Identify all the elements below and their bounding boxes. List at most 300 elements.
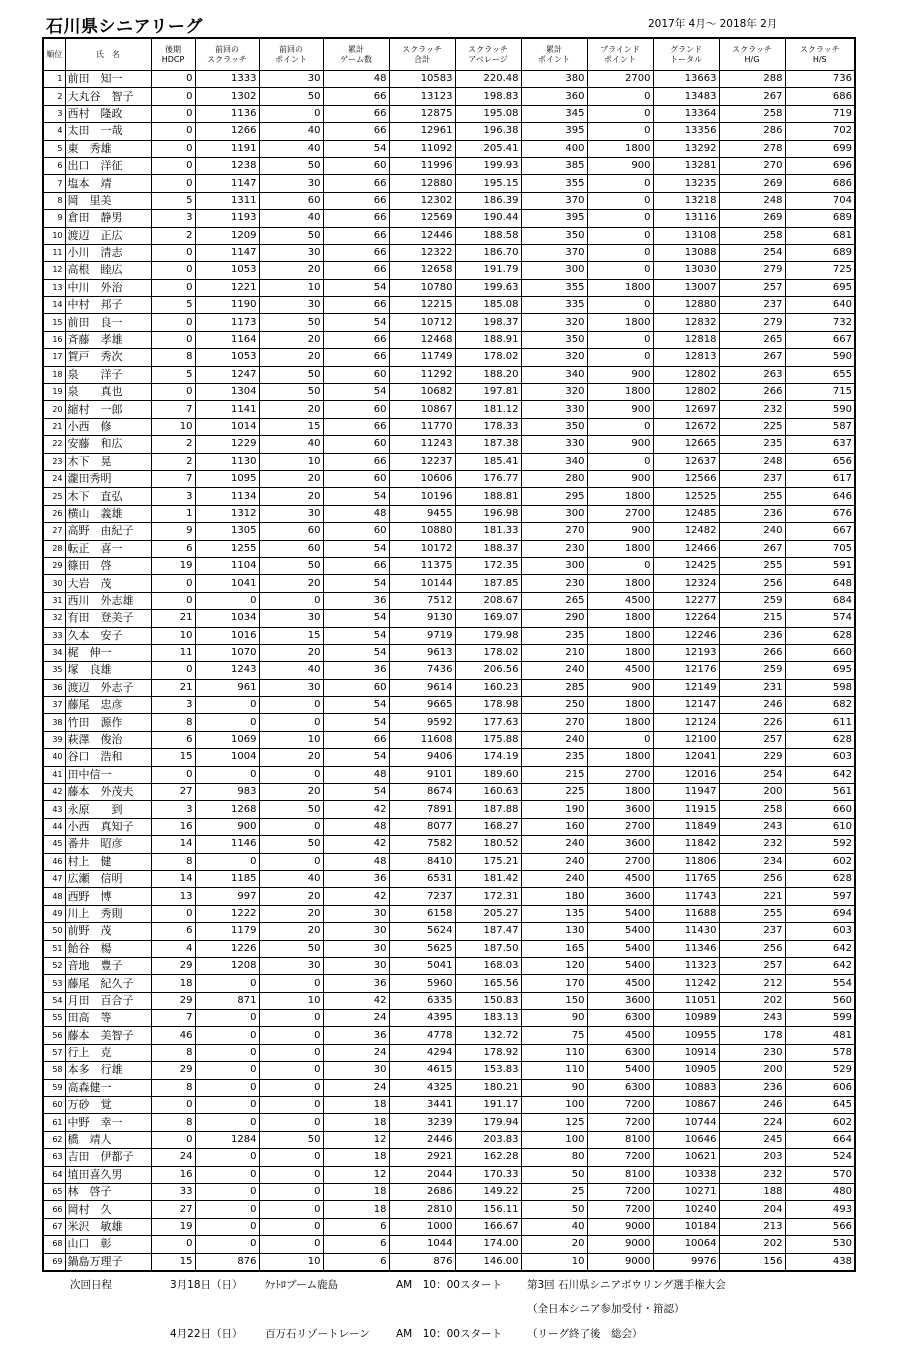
value-cell: 10 [259, 1253, 323, 1271]
column-header: 前回の ポイント [259, 38, 323, 71]
value-cell: 12277 [653, 592, 719, 609]
value-cell: 2700 [587, 853, 653, 870]
rank-cell: 55 [43, 1010, 65, 1027]
table-row [43, 297, 855, 314]
rank-cell: 60 [43, 1097, 65, 1114]
period-label: 2017年 4月～ 2018年 2月 [648, 18, 778, 30]
value-cell: 50 [259, 801, 323, 818]
value-cell: 0 [259, 818, 323, 835]
value-cell: 198.37 [455, 314, 521, 331]
footer-line1-time: AM 10：00スタート [396, 1279, 502, 1291]
table-row [43, 749, 855, 766]
value-cell: 279 [719, 314, 785, 331]
value-cell: 246 [719, 1097, 785, 1114]
value-cell: 4500 [587, 975, 653, 992]
value-cell: 188.37 [455, 540, 521, 557]
value-cell: 715 [785, 384, 855, 401]
rank-cell: 6 [43, 157, 65, 174]
value-cell: 0 [259, 1201, 323, 1218]
value-cell: 125 [521, 1114, 587, 1131]
value-cell: 54 [323, 749, 389, 766]
rank-cell: 36 [43, 679, 65, 696]
value-cell: 1266 [195, 123, 259, 140]
value-cell: 13663 [653, 71, 719, 88]
value-cell: 481 [785, 1027, 855, 1044]
value-cell: 2446 [389, 1131, 455, 1148]
value-cell: 591 [785, 557, 855, 574]
table-row [43, 175, 855, 192]
value-cell: 30 [259, 957, 323, 974]
value-cell: 8100 [587, 1131, 653, 1148]
value-cell: 232 [719, 836, 785, 853]
value-cell: 8 [151, 714, 195, 731]
value-cell: 224 [719, 1114, 785, 1131]
value-cell: 187.85 [455, 575, 521, 592]
value-cell: 66 [323, 123, 389, 140]
value-cell: 11292 [389, 366, 455, 383]
value-cell: 12802 [653, 366, 719, 383]
value-cell: 235 [719, 436, 785, 453]
table-row [43, 905, 855, 922]
value-cell: 174.00 [455, 1236, 521, 1253]
value-cell: 0 [587, 453, 653, 470]
value-cell: 226 [719, 714, 785, 731]
value-cell: 9000 [587, 1218, 653, 1235]
value-cell: 695 [785, 662, 855, 679]
value-cell: 40 [259, 870, 323, 887]
value-cell: 205.27 [455, 905, 521, 922]
table-row [43, 679, 855, 696]
value-cell: 278 [719, 140, 785, 157]
value-cell: 10144 [389, 575, 455, 592]
name-cell: 梶 伸一 [65, 644, 151, 661]
footer-line3-venue: 百万石リゾートレーン [265, 1328, 370, 1340]
table-row [43, 488, 855, 505]
value-cell: 165.56 [455, 975, 521, 992]
table-row [43, 1114, 855, 1131]
value-cell: 174.19 [455, 749, 521, 766]
table-row [43, 801, 855, 818]
value-cell: 13218 [653, 192, 719, 209]
name-cell: 行上 克 [65, 1044, 151, 1061]
name-cell: 賀戸 秀次 [65, 349, 151, 366]
table-row [43, 714, 855, 731]
value-cell: 0 [587, 331, 653, 348]
value-cell: 54 [323, 784, 389, 801]
value-cell: 0 [195, 1097, 259, 1114]
value-cell: 9000 [587, 1253, 653, 1271]
value-cell: 1247 [195, 366, 259, 383]
value-cell: 13 [151, 888, 195, 905]
value-cell: 29 [151, 957, 195, 974]
rank-cell: 62 [43, 1131, 65, 1148]
value-cell: 1221 [195, 279, 259, 296]
value-cell: 0 [587, 88, 653, 105]
value-cell: 66 [323, 227, 389, 244]
value-cell: 11323 [653, 957, 719, 974]
rank-cell: 1 [43, 71, 65, 88]
value-cell: 36 [323, 592, 389, 609]
rank-cell: 17 [43, 349, 65, 366]
value-cell: 10780 [389, 279, 455, 296]
name-cell: 高森健一 [65, 1079, 151, 1096]
value-cell: 187.38 [455, 436, 521, 453]
table-row [43, 1201, 855, 1218]
value-cell: 599 [785, 1010, 855, 1027]
value-cell: 560 [785, 992, 855, 1009]
value-cell: 267 [719, 349, 785, 366]
value-cell: 16 [151, 818, 195, 835]
value-cell: 203.83 [455, 1131, 521, 1148]
value-cell: 29 [151, 992, 195, 1009]
value-cell: 900 [587, 436, 653, 453]
rank-cell: 39 [43, 731, 65, 748]
value-cell: 19 [151, 1218, 195, 1235]
value-cell: 0 [587, 227, 653, 244]
value-cell: 40 [259, 140, 323, 157]
value-cell: 50 [521, 1166, 587, 1183]
value-cell: 4500 [587, 592, 653, 609]
value-cell: 10682 [389, 384, 455, 401]
value-cell: 587 [785, 418, 855, 435]
value-cell: 259 [719, 592, 785, 609]
rank-cell: 19 [43, 384, 65, 401]
rank-cell: 58 [43, 1062, 65, 1079]
value-cell: 11430 [653, 923, 719, 940]
value-cell: 300 [521, 505, 587, 522]
value-cell: 0 [587, 418, 653, 435]
value-cell: 1255 [195, 540, 259, 557]
rank-cell: 25 [43, 488, 65, 505]
value-cell: 12569 [389, 210, 455, 227]
value-cell: 179.98 [455, 627, 521, 644]
value-cell: 270 [521, 523, 587, 540]
name-cell: 番井 昭彦 [65, 836, 151, 853]
value-cell: 188.91 [455, 331, 521, 348]
value-cell: 574 [785, 610, 855, 627]
value-cell: 12880 [653, 297, 719, 314]
value-cell: 240 [521, 731, 587, 748]
value-cell: 8674 [389, 784, 455, 801]
value-cell: 267 [719, 88, 785, 105]
value-cell: 7200 [587, 1149, 653, 1166]
name-cell: 西野 博 [65, 888, 151, 905]
value-cell: 1229 [195, 436, 259, 453]
value-cell: 597 [785, 888, 855, 905]
table-row [43, 366, 855, 383]
value-cell: 350 [521, 331, 587, 348]
value-cell: 50 [259, 836, 323, 853]
value-cell: 12665 [653, 436, 719, 453]
value-cell: 248 [719, 192, 785, 209]
name-cell: 藤本 美智子 [65, 1027, 151, 1044]
column-header: 累計 ゲーム数 [323, 38, 389, 71]
value-cell: 12237 [389, 453, 455, 470]
rank-cell: 27 [43, 523, 65, 540]
value-cell: 1208 [195, 957, 259, 974]
value-cell: 60 [323, 366, 389, 383]
value-cell: 7237 [389, 888, 455, 905]
value-cell: 12880 [389, 175, 455, 192]
value-cell: 24 [323, 1079, 389, 1096]
value-cell: 0 [259, 1236, 323, 1253]
value-cell: 900 [587, 366, 653, 383]
value-cell: 270 [521, 714, 587, 731]
footer-line1-event: 第3回 石川県シニアボウリング選手権大会 [527, 1279, 726, 1291]
value-cell: 20 [259, 349, 323, 366]
value-cell: 254 [719, 766, 785, 783]
value-cell: 290 [521, 610, 587, 627]
value-cell: 385 [521, 157, 587, 174]
value-cell: 30 [259, 175, 323, 192]
value-cell: 10064 [653, 1236, 719, 1253]
value-cell: 160.23 [455, 679, 521, 696]
name-cell: 横山 義雄 [65, 505, 151, 522]
value-cell: 20 [259, 470, 323, 487]
name-cell: 前田 良一 [65, 314, 151, 331]
value-cell: 12149 [653, 679, 719, 696]
value-cell: 0 [195, 1044, 259, 1061]
value-cell: 1130 [195, 453, 259, 470]
value-cell: 0 [151, 314, 195, 331]
rank-cell: 45 [43, 836, 65, 853]
value-cell: 170 [521, 975, 587, 992]
value-cell: 10 [259, 453, 323, 470]
value-cell: 243 [719, 1010, 785, 1027]
value-cell: 664 [785, 1131, 855, 1148]
value-cell: 66 [323, 731, 389, 748]
value-cell: 0 [151, 71, 195, 88]
value-cell: 54 [323, 714, 389, 731]
value-cell: 80 [521, 1149, 587, 1166]
value-cell: 12525 [653, 488, 719, 505]
value-cell: 9455 [389, 505, 455, 522]
value-cell: 195.08 [455, 105, 521, 122]
rank-cell: 33 [43, 627, 65, 644]
value-cell: 4615 [389, 1062, 455, 1079]
value-cell: 29 [151, 1062, 195, 1079]
name-cell: 小西 真知子 [65, 818, 151, 835]
value-cell: 10606 [389, 470, 455, 487]
value-cell: 5400 [587, 1062, 653, 1079]
value-cell: 676 [785, 505, 855, 522]
value-cell: 225 [521, 784, 587, 801]
value-cell: 225 [719, 418, 785, 435]
value-cell: 13356 [653, 123, 719, 140]
value-cell: 9665 [389, 697, 455, 714]
value-cell: 11051 [653, 992, 719, 1009]
value-cell: 330 [521, 401, 587, 418]
value-cell: 178.02 [455, 644, 521, 661]
name-cell: 泉 真也 [65, 384, 151, 401]
value-cell: 8 [151, 1044, 195, 1061]
table-row [43, 1097, 855, 1114]
value-cell: 183.13 [455, 1010, 521, 1027]
value-cell: 1243 [195, 662, 259, 679]
value-cell: 732 [785, 314, 855, 331]
value-cell: 30 [323, 923, 389, 940]
value-cell: 18 [323, 1149, 389, 1166]
value-cell: 8100 [587, 1166, 653, 1183]
value-cell: 1311 [195, 192, 259, 209]
value-cell: 237 [719, 470, 785, 487]
value-cell: 25 [521, 1184, 587, 1201]
value-cell: 355 [521, 175, 587, 192]
value-cell: 0 [151, 384, 195, 401]
column-header: スクラッチ アベレージ [455, 38, 521, 71]
name-cell: 大丸谷 智子 [65, 88, 151, 105]
value-cell: 12466 [653, 540, 719, 557]
table-row [43, 227, 855, 244]
value-cell: 4500 [587, 662, 653, 679]
value-cell: 10867 [653, 1097, 719, 1114]
value-cell: 181.12 [455, 401, 521, 418]
name-cell: 岡 里美 [65, 192, 151, 209]
value-cell: 0 [195, 714, 259, 731]
value-cell: 232 [719, 401, 785, 418]
table-row [43, 384, 855, 401]
name-cell: 有田 登美子 [65, 610, 151, 627]
value-cell: 12672 [653, 418, 719, 435]
name-cell: 山口 彰 [65, 1236, 151, 1253]
value-cell: 33 [151, 1184, 195, 1201]
value-cell: 10989 [653, 1010, 719, 1027]
value-cell: 736 [785, 71, 855, 88]
value-cell: 255 [719, 905, 785, 922]
value-cell: 20 [259, 401, 323, 418]
rank-cell: 66 [43, 1201, 65, 1218]
value-cell: 12482 [653, 523, 719, 540]
value-cell: 237 [719, 923, 785, 940]
table-row [43, 470, 855, 487]
value-cell: 400 [521, 140, 587, 157]
table-row [43, 1166, 855, 1183]
value-cell: 370 [521, 244, 587, 261]
value-cell: 0 [151, 662, 195, 679]
value-cell: 0 [151, 1097, 195, 1114]
value-cell: 10646 [653, 1131, 719, 1148]
table-row [43, 662, 855, 679]
rank-cell: 49 [43, 905, 65, 922]
value-cell: 236 [719, 627, 785, 644]
value-cell: 686 [785, 175, 855, 192]
value-cell: 66 [323, 418, 389, 435]
value-cell: 11947 [653, 784, 719, 801]
value-cell: 66 [323, 453, 389, 470]
value-cell: 10 [151, 418, 195, 435]
value-cell: 6300 [587, 1079, 653, 1096]
rank-cell: 10 [43, 227, 65, 244]
footer-line3-note: （リーグ終了後 総会） [527, 1328, 643, 1340]
value-cell: 0 [259, 592, 323, 609]
table-row [43, 627, 855, 644]
value-cell: 602 [785, 1114, 855, 1131]
table-row [43, 975, 855, 992]
value-cell: 9976 [653, 1253, 719, 1271]
value-cell: 20 [259, 784, 323, 801]
value-cell: 236 [719, 505, 785, 522]
value-cell: 0 [195, 766, 259, 783]
value-cell: 0 [259, 714, 323, 731]
table-row [43, 540, 855, 557]
value-cell: 1800 [587, 540, 653, 557]
rank-cell: 44 [43, 818, 65, 835]
value-cell: 1004 [195, 749, 259, 766]
value-cell: 2700 [587, 71, 653, 88]
value-cell: 529 [785, 1062, 855, 1079]
value-cell: 246 [719, 697, 785, 714]
value-cell: 230 [521, 575, 587, 592]
table-row [43, 1079, 855, 1096]
value-cell: 637 [785, 436, 855, 453]
value-cell: 1312 [195, 505, 259, 522]
value-cell: 7436 [389, 662, 455, 679]
value-cell: 3441 [389, 1097, 455, 1114]
value-cell: 10196 [389, 488, 455, 505]
value-cell: 169.07 [455, 610, 521, 627]
value-cell: 0 [259, 1114, 323, 1131]
name-cell: 久本 安子 [65, 627, 151, 644]
rank-cell: 37 [43, 697, 65, 714]
value-cell: 50 [259, 366, 323, 383]
rank-cell: 38 [43, 714, 65, 731]
value-cell: 40 [259, 662, 323, 679]
table-row [43, 1131, 855, 1148]
rank-cell: 30 [43, 575, 65, 592]
value-cell: 1014 [195, 418, 259, 435]
value-cell: 12124 [653, 714, 719, 731]
value-cell: 54 [323, 384, 389, 401]
value-cell: 7891 [389, 801, 455, 818]
rank-cell: 4 [43, 123, 65, 140]
value-cell: 2 [151, 227, 195, 244]
value-cell: 1164 [195, 331, 259, 348]
value-cell: 188 [719, 1184, 785, 1201]
value-cell: 592 [785, 836, 855, 853]
value-cell: 8 [151, 853, 195, 870]
value-cell: 1041 [195, 575, 259, 592]
value-cell: 280 [521, 470, 587, 487]
table-row [43, 331, 855, 348]
value-cell: 876 [195, 1253, 259, 1271]
value-cell: 7582 [389, 836, 455, 853]
value-cell: 0 [151, 1131, 195, 1148]
name-cell: 藤本 外茂夫 [65, 784, 151, 801]
value-cell: 10883 [653, 1079, 719, 1096]
value-cell: 12246 [653, 627, 719, 644]
rank-cell: 22 [43, 436, 65, 453]
value-cell: 14 [151, 870, 195, 887]
value-cell: 259 [719, 662, 785, 679]
value-cell: 258 [719, 227, 785, 244]
value-cell: 42 [323, 836, 389, 853]
name-cell: 中村 邦子 [65, 297, 151, 314]
value-cell: 0 [259, 975, 323, 992]
value-cell: 40 [259, 210, 323, 227]
name-cell: 斉藤 孝雄 [65, 331, 151, 348]
value-cell: 12832 [653, 314, 719, 331]
name-cell: 竹田 源作 [65, 714, 151, 731]
value-cell: 60 [323, 523, 389, 540]
table-row [43, 418, 855, 435]
value-cell: 90 [521, 1010, 587, 1027]
value-cell: 180 [521, 888, 587, 905]
value-cell: 11849 [653, 818, 719, 835]
value-cell: 0 [587, 557, 653, 574]
value-cell: 12658 [389, 262, 455, 279]
value-cell: 234 [719, 853, 785, 870]
value-cell: 8410 [389, 853, 455, 870]
